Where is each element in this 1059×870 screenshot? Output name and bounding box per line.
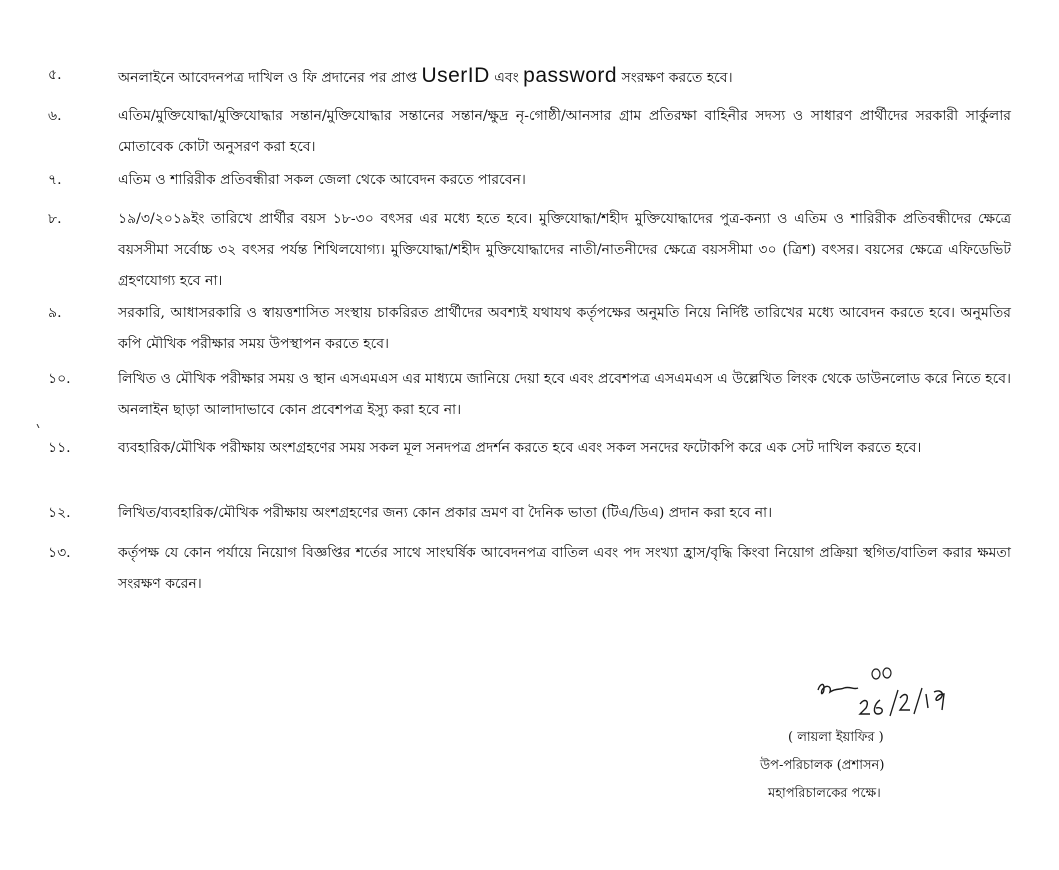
item-text-part: অনলাইনে আবেদনপত্র দাখিল ও ফি প্রদানের পর প্রাপ্ত	[118, 70, 422, 86]
item-text: কর্তৃপক্ষ যে কোন পর্যায়ে নিয়োগ বিজ্ঞপ্তির শর্তের সাথে সাংঘর্ষিক আবেদনপত্র বাতিল এবং পদ সংখ্যা হ্রাস/বৃদ্ধি কিংবা নিয়োগ প্রক্রিয়া স্থগিত/বাতিল করার ক্ষমতা সংরক্ষণ করেন।	[118, 545, 1011, 592]
item-text: ব্যবহারিক/মৌখিক পরীক্ষায় অংশগ্রহণের সময় সকল মূল সনদপত্র প্রদর্শন করতে হবে এবং সকল সনদের ফটোকপি করে এক সেট দাখিল করতে হবে।	[118, 440, 922, 456]
handwritten-signature	[810, 660, 960, 720]
item-text	[118, 60, 1011, 94]
item-number: ১৩.	[48, 545, 71, 561]
item-text: এতিম ও শারিরীক প্রতিবন্ধীরা সকল জেলা থেকে আবেদন করতে পারবেন।	[118, 172, 526, 188]
stray-mark	[36, 424, 40, 428]
item-text: এতিম/মুক্তিযোদ্ধা/মুক্তিযোদ্ধার সন্তান/মুক্তিযোদ্ধার সন্তানের সন্তান/ক্ষুদ্র নৃ-গোষ্ঠী/আনসার গ্রাম প্রতিরক্ষা বাহিনীর সদস্য ও সাধারণ প্রার্থীদের সরকারী সার্কুলার মোতাবেক কোটা অনুসরণ করা হবে।	[118, 108, 1011, 155]
item-number: ১২.	[48, 505, 71, 521]
signatory-office: মহাপরিচালকের পক্ষে।	[768, 786, 881, 801]
item-number: ৬.	[48, 108, 62, 124]
password-text: password	[523, 64, 618, 87]
item-text-part: এবং	[489, 70, 524, 86]
item-number: ১১.	[48, 440, 71, 456]
item-number: ৮.	[48, 211, 62, 227]
item-number: ৫.	[48, 67, 62, 83]
userid-text: UserID	[421, 64, 490, 87]
item-text: লিখিত ও মৌখিক পরীক্ষার সময় ও স্থান এসএমএস এর মাধ্যমে জানিয়ে দেয়া হবে এবং প্রবেশপত্র এসএমএস এ উল্লেখিত লিংক থেকে ডাউনলোড করে নিতে হবে। অনলাইন ছাড়া আলাদাভাবে কোন প্রবেশপত্র ইস্যু করা হবে না।	[118, 371, 1011, 418]
item-number: ১০.	[48, 371, 71, 387]
signatory-name: ( লায়লা ইয়াফির )	[788, 730, 884, 745]
item-number: ৯.	[48, 305, 62, 321]
item-text: সরকারি, আধাসরকারি ও স্বায়ত্তশাসিত সংস্থায় চাকরিরত প্রার্থীদের অবশ্যই যথাযথ কর্তৃপক্ষের অনুমতি নিয়ে নির্দিষ্ট তারিখের মধ্যে আবেদন করতে হবে। অনুমতির কপি মৌখিক পরীক্ষার সময় উপস্থাপন করতে হবে।	[118, 305, 1011, 352]
item-text: লিখিত/ব্যবহারিক/মৌখিক পরীক্ষায় অংশগ্রহণের জন্য কোন প্রকার ভ্রমণ বা দৈনিক ভাতা (টিএ/ডিএ) প্রদান করা হবে না।	[118, 505, 773, 521]
item-text: ১৯/৩/২০১৯ইং তারিখে প্রার্থীর বয়স ১৮-৩০ বৎসর এর মধ্যে হতে হবে। মুক্তিযোদ্ধা/শহীদ মুক্তিযোদ্ধাদের পুত্র-কন্যা ও এতিম ও শারিরীক প্রতিবন্ধীদের ক্ষেত্রে বয়সসীমা সর্বোচ্চ ৩২ বৎসর পর্যন্ত শিথিলযোগ্য। মুক্তিযোদ্ধা/শহীদ মুক্তিযোদ্ধাদের নাতী/নাতনীদের ক্ষেত্রে বয়সসীমা ৩০ (ত্রিশ) বৎসর। বয়সের ক্ষেত্রে এফিডেভিট গ্রহণযোগ্য হবে না।	[118, 211, 1011, 289]
item-number: ৭.	[48, 172, 62, 188]
signatory-designation: উপ-পরিচালক (প্রশাসন)	[760, 758, 885, 773]
item-text-part: সংরক্ষণ করতে হবে।	[617, 70, 733, 86]
